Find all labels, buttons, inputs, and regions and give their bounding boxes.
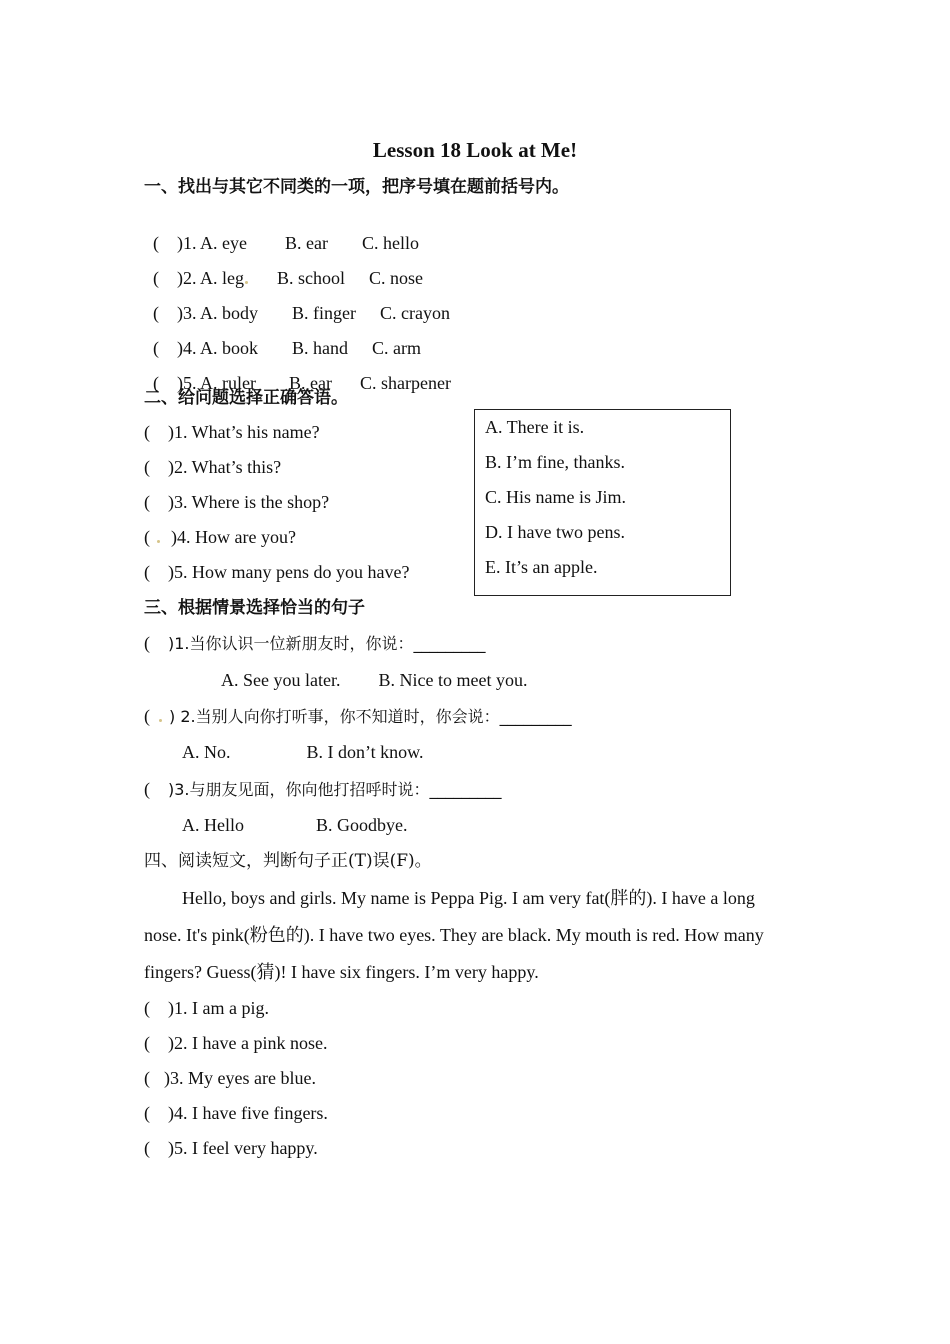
reading-passage — [144, 880, 814, 991]
bracket: ( — [153, 338, 159, 358]
bracket: ( — [144, 1138, 150, 1158]
s2-question-5 — [144, 561, 409, 583]
s1-item-4-b: B. hand — [292, 338, 348, 358]
bracket: ( — [144, 1068, 150, 1088]
section2-heading: 二、给问题选择正确答语。 — [144, 388, 348, 408]
s3-q3-option-b: B. Goodbye. — [316, 815, 408, 835]
mark-dot — [159, 719, 162, 722]
s3-q3-options — [182, 814, 408, 836]
option-d: D. I have two pens. — [485, 522, 625, 542]
s3-question-3-text: )3.与朋友见面，你向他打招呼时说：_________ — [168, 780, 502, 799]
s2-question-1 — [144, 421, 320, 443]
s4-statement-3-text: )3. My eyes are blue. — [164, 1068, 316, 1088]
s2-question-1-text: )1. What’s his name? — [168, 422, 320, 442]
s1-item-3-a: )3. A. body — [177, 303, 258, 323]
s2-question-2 — [144, 456, 281, 478]
s2-question-4-text: )4. How are you? — [171, 527, 296, 547]
s4-statement-2-text: )2. I have a pink nose. — [168, 1033, 328, 1053]
s3-question-2-text: ) 2.当别人向你打听事，你不知道时，你会说：_________ — [169, 707, 572, 726]
bracket: ( — [153, 268, 159, 288]
passage-line-2: nose. It's pink(粉色的). I have two eyes. They are black. My mouth is red. How many — [144, 925, 764, 945]
option-e: E. It’s an apple. — [485, 557, 598, 577]
s2-question-3-text: )3. Where is the shop? — [168, 492, 330, 512]
s3-q1-option-b: B. Nice to meet you. — [378, 670, 528, 690]
bracket: ( — [144, 1033, 150, 1053]
s1-item-4-a: )4. A. book — [177, 338, 258, 358]
s2-question-5-text: )5. How many pens do you have? — [168, 562, 410, 582]
s4-statement-1 — [144, 997, 269, 1019]
passage-line-3: fingers? Guess(猜)! I have six fingers. I’m very happy. — [144, 962, 539, 982]
section4-heading: 四、阅读短文，判断句子正(T)误(F)。 — [144, 851, 432, 871]
option-c: C. His name is Jim. — [485, 487, 627, 507]
bracket: ( — [144, 562, 150, 582]
s1-item-5-c: C. sharpener — [359, 373, 451, 393]
bracket: ( — [144, 527, 150, 547]
s2-question-3 — [144, 491, 329, 513]
s1-item-2-b: B. school — [277, 268, 346, 288]
s4-statement-4-text: )4. I have five fingers. — [168, 1103, 328, 1123]
bracket: ( — [144, 779, 150, 799]
bracket: ( — [144, 706, 150, 726]
option-a: A. There it is. — [485, 417, 585, 437]
bracket: ( — [153, 303, 159, 323]
section1-heading: 一、找出与其它不同类的一项，把序号填在题前括号内。 — [144, 177, 569, 197]
s2-question-2-text: )2. What’s this? — [168, 457, 282, 477]
s1-item-5-a: )5. A. ruler — [177, 373, 256, 393]
bracket: ( — [144, 457, 150, 477]
lesson-title: Lesson 18 Look at Me! — [372, 138, 578, 162]
passage-line-1 — [144, 880, 814, 917]
s4-statement-2 — [144, 1032, 327, 1054]
bracket: ( — [144, 422, 150, 442]
s1-item-2-c: C. nose — [369, 268, 424, 288]
bracket: ( — [153, 373, 159, 393]
s1-item-2-a: )2. A. leg — [177, 268, 244, 288]
s3-q2-option-b: B. I don’t know. — [306, 742, 424, 762]
s3-q2-option-a: A. No. — [182, 742, 231, 762]
bracket: ( — [153, 233, 159, 253]
s4-statement-4 — [144, 1102, 328, 1124]
s3-q1-option-a: A. See you later. — [221, 670, 341, 690]
s4-statement-1-text: )1. I am a pig. — [168, 998, 269, 1018]
bracket: ( — [144, 1103, 150, 1123]
s3-question-1-text: )1.当你认识一位新朋友时，你说：_________ — [168, 634, 486, 653]
s3-q1-options — [221, 669, 527, 691]
s1-item-1-b: B. ear — [284, 233, 328, 253]
bracket: ( — [144, 998, 150, 1018]
section3-heading: 三、根据情景选择恰当的句子 — [144, 598, 365, 618]
s1-item-3-c: C. crayon — [379, 303, 450, 323]
passage-line-1-text: Hello, boys and girls. My name is Peppa Pig. I am very fat(胖的). I have a long — [182, 888, 755, 908]
s4-statement-5-text: )5. I feel very happy. — [168, 1138, 318, 1158]
s3-question-3 — [144, 778, 502, 801]
s4-statement-3 — [144, 1067, 316, 1089]
s1-item-5-b: B. ear — [288, 373, 332, 393]
option-b: B. I’m fine, thanks. — [485, 452, 625, 472]
s2-question-4 — [144, 526, 296, 548]
s1-item-4-c: C. arm — [372, 338, 421, 358]
s4-statement-5 — [144, 1137, 318, 1159]
s3-q2-options — [182, 741, 424, 763]
s3-question-2 — [144, 705, 572, 728]
bracket: ( — [144, 633, 150, 653]
s3-q3-option-a: A. Hello — [182, 815, 244, 835]
s3-question-1 — [144, 632, 486, 655]
s1-item-1-a: )1. A. eye — [177, 233, 247, 253]
bracket: ( — [144, 492, 150, 512]
mark-dot — [157, 540, 160, 543]
s1-item-1-c: C. hello — [361, 233, 419, 253]
s1-item-3-b: B. finger — [292, 303, 356, 323]
